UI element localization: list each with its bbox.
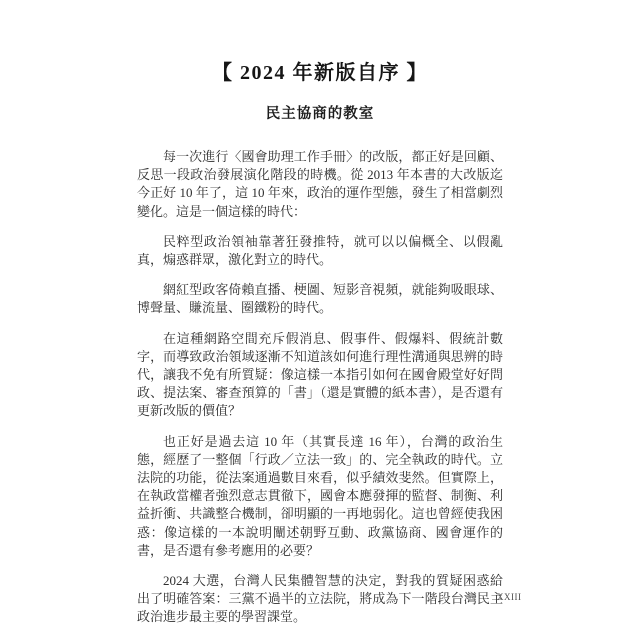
paragraph: 民粹型政治領袖靠著狂發推特，就可以以偏概全、以假亂真，煽惑群眾，激化對立的時代。 [137,233,503,268]
paragraph: 2024 大選，台灣人民集體智慧的決定，對我的質疑困惑給出了明確答案：三黨不過半的立法院，將成為下一階段台灣民主政治進步最主要的學習課堂。 [137,573,503,625]
body-text [137,148,503,627]
paragraph: 也正好是過去這 10 年（其實長達 16 年），台灣的政治生態，經歷了一整個「行政／立法一致」的、完全執政的時代。立法院的功能，從法案通過數目來看，似乎績效斐然。但實際上，在執政當權者強烈意志貫徹下，國會本應發揮的監督、制衡、利益折衝、共識整合機制，卻明顯的一再地弱化。這也曾經使我困惑：像這樣的一本說明闡述朝野互動、政黨協商、國會運作的書，是否還有參考應用的必要？ [137,433,503,558]
paragraph: 每一次進行〈國會助理工作手冊〉的改版，都正好是回顧、反思一段政治發展演化階段的時機。從 2013 年本書的大改版迄今正好 10 年了，這 10 年來，政治的運作型態，發生了相當劇烈變化。這是一個這樣的時代： [137,149,503,219]
chapter-subtitle: 民主協商的教室 [265,106,375,122]
page-number: XXIII [497,592,522,602]
paragraph: 在這種網路空間充斥假消息、假事件、假爆料、假統計數字，而導致政治領域逐漸不知道該如何進行理性溝通與思辨的時代，讓我不免有所質疑：像這樣一本指引如何在國會殿堂好好問政、提法案、審查預算的「書」（還是實體的紙本書），是否還有更新改版的價值？ [137,330,503,419]
chapter-title: 【 2024 年新版自序 】 [212,62,428,84]
paragraph: 網紅型政客倚賴直播、梗圖、短影音視頻，就能夠吸眼球、博聲量、賺流量、圈鐵粉的時代。 [137,282,503,316]
